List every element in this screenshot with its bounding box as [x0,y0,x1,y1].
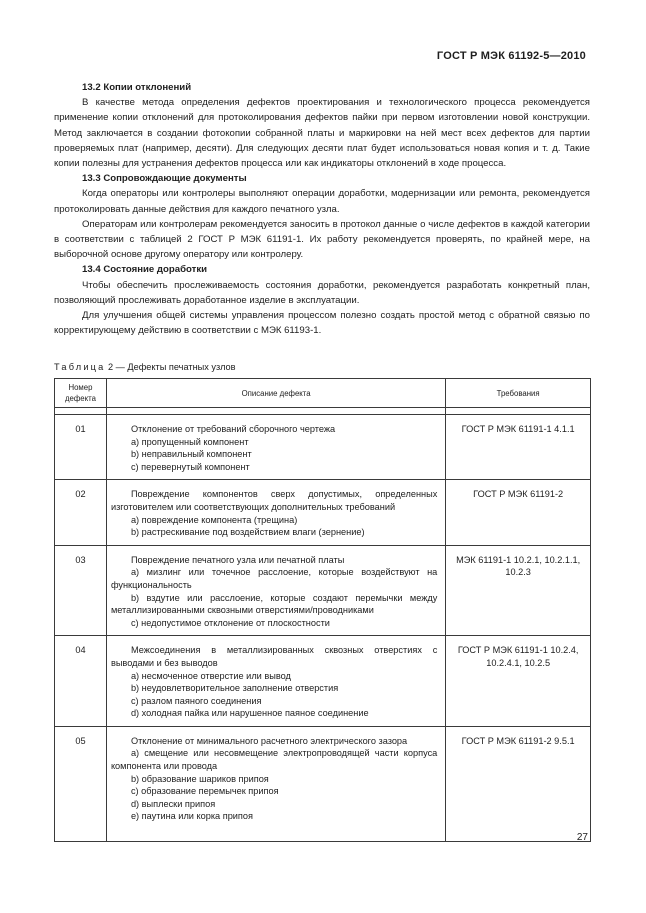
defect-item: e) паутина или корка припоя [130,811,253,822]
section-title: 13.3 Сопровождающие документы [82,173,247,185]
defect-item: b) вздутие или расслоение, которые создают перемычки между металлизированными сквозными отверстиями/проводниками [110,592,438,616]
defect-item: a) несмоченное отверстие или вывод [130,670,291,681]
defect-number: 04 [55,636,107,727]
page-number: 27 [576,832,588,843]
defect-description [106,545,445,636]
defect-requirements: ГОСТ Р МЭК 61191-2 [446,480,591,545]
defect-description [106,415,445,480]
table-row [55,636,591,727]
defects-table [54,378,591,842]
document-code: ГОСТ Р МЭК 61192-5—2010 [436,50,586,62]
table-gap [55,408,591,415]
defect-requirements: ГОСТ Р МЭК 61191-1 10.2.4, 10.2.4.1, 10.2.5 [446,636,591,727]
defect-requirements: ГОСТ Р МЭК 61191-2 9.5.1 [446,726,591,841]
defect-item: d) холодная пайка или нарушенное паяное соединение [130,708,369,719]
defect-description [106,480,445,545]
table-row [55,415,591,480]
defect-item: b) неправильный компонент [130,449,252,460]
section-title: 13.4 Состояние доработки [82,264,208,276]
header-number: Номер дефекта [55,379,107,408]
header-requirements: Требования [446,379,591,408]
paragraph: Для улучшения общей системы управления процессом полезно создать простой метод с обратной связью по корректирующему действию в соответствии с МЭК 61193-1. [54,310,590,337]
defect-item: a) мизлинг или точечное расслоение, которые воздействуют на функциональность [110,567,438,590]
defect-item: a) пропущенный компонент [130,436,249,447]
defect-item: c) перевернутый компонент [130,461,250,472]
defect-requirements: МЭК 61191-1 10.2.1, 10.2.1.1, 10.2.3 [446,545,591,636]
defect-title: Отклонение от минимального расчетного электрического зазора [130,735,408,746]
table-row [55,480,591,545]
table-row [55,726,591,841]
defect-item: a) повреждение компонента (трещина) [130,514,298,525]
header-description: Описание дефекта [106,379,445,408]
defect-item: b) образование шариков припоя [130,773,269,784]
table-caption-text: 2 — Дефекты печатных узлов [108,362,236,372]
defect-item: c) разлом паяного соединения [130,695,262,706]
defect-description [106,726,445,841]
defect-item: a) смещение или несовмещение электропроводящей части корпуса компонента или провода [110,748,438,772]
defect-item: d) выплески припоя [130,798,216,809]
defect-title: Повреждение компонентов сверх допустимых, определенных изготовителем или соответствующих дополнительных требований [110,489,438,512]
defect-item: b) растрескивание под воздействием влаги (зернение) [130,527,365,538]
defect-description [106,636,445,727]
defect-number: 01 [55,415,107,480]
defect-requirements: ГОСТ Р МЭК 61191-1 4.1.1 [446,415,591,480]
table-caption-prefix: Таблица [54,362,106,372]
defect-number: 05 [55,726,107,841]
defect-number: 02 [55,480,107,545]
defect-number: 03 [55,545,107,636]
section-title: 13.2 Копии отклонений [82,82,192,93]
table-caption [54,362,236,372]
body-text [54,80,590,338]
defect-title: Межсоединения в металлизированных сквозных отверстиях с выводами и без выводов [110,645,438,668]
table-row [55,545,591,636]
defect-item: b) неудовлетворительное заполнение отверстия [130,683,339,694]
table-header-row [55,379,591,408]
paragraph: Когда операторы или контролеры выполняют операции доработки, модернизации или ремонта, рекомендуется протоколировать данные действия для каждого печатного узла. [54,188,590,215]
paragraph: Чтобы обеспечить прослеживаемость состояния доработки, рекомендуется разработать конкретный план, позволяющий прослеживать доработанное изделие в эксплуатации. [54,279,590,306]
defect-item: c) образование перемычек припоя [130,786,279,797]
paragraph: В качестве метода определения дефектов проектирования и технологического процесса рекомендуется применение копии отклонений для протоколирования дефектов пайки при первом изготовлении новой конструкции. Метод заключается в создании фотокопии собранной платы и маркировки на ней мест всех дефектов для партии проверяемых плат (например, десяти). Для следующих десяти плат будет использоваться новая копия и т. д. Такие копии полезны для устранения дефектов процесса или как индикаторы отклонений в ходе процесса. [54,97,590,170]
defect-title: Отклонение от требований сборочного чертежа [130,424,336,434]
paragraph: Операторам или контролерам рекомендуется заносить в протокол данные о числе дефектов в каждой категории в соответствии с таблицей 2 ГОСТ Р МЭК 61191-1. Их работу рекомендуется проверять, по крайней мере, на выборочной основе другому оператору или контролеру. [54,218,590,261]
defect-item: c) недопустимое отклонение от плоскостности [130,617,330,628]
defect-title: Повреждение печатного узла или печатной платы [130,554,345,565]
